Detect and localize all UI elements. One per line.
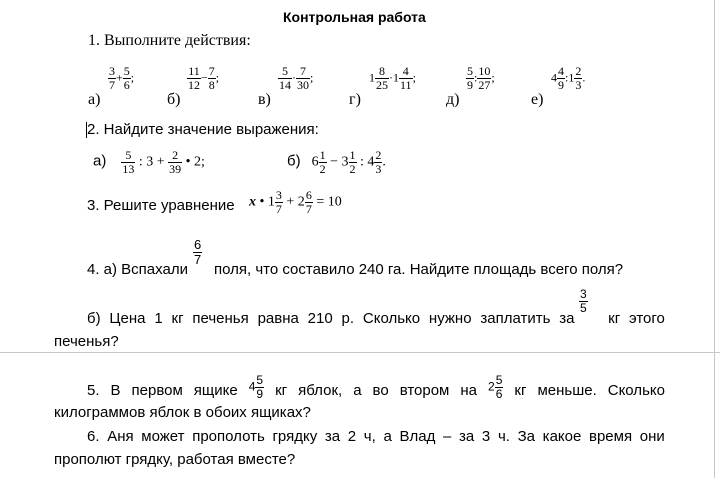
task1-fraction-numerator: 4 (399, 65, 413, 79)
task6-word: прополоть (192, 428, 265, 445)
task5-fraction-1-denominator: 9 (256, 386, 264, 401)
task6-word: 2 (347, 428, 357, 445)
page-break-line (0, 352, 720, 353)
task5-mixed-number-1 (249, 374, 264, 400)
task5-word: втором (399, 382, 450, 399)
task2-b-middle-2: : 4 (360, 154, 375, 170)
task1-item-end: ; (215, 70, 220, 85)
task1-operator: : (474, 70, 478, 85)
task1-item-label: а) (88, 91, 101, 108)
task1-fraction-denominator: 27 (478, 77, 491, 92)
task1-item-expression (466, 65, 495, 91)
task1-whole-number: 1 (568, 70, 575, 85)
task5-word: В (110, 382, 121, 399)
task2-b-whole-1: 6 (311, 154, 319, 170)
task1-item-end: ; (310, 70, 314, 85)
task4b-word: кг (608, 310, 621, 327)
task4b-word: Сколько (362, 310, 421, 327)
task5-word: кг (275, 382, 288, 399)
task5-word: на (460, 382, 478, 399)
task1-item-expression (278, 65, 313, 91)
task4b-word: нужно (428, 310, 472, 327)
task6-word: – (443, 428, 452, 445)
task1-fraction-numerator: 7 (208, 64, 215, 78)
task4b-word: 1 (154, 310, 163, 327)
task6-word: ч. (497, 428, 510, 445)
task2-a-middle: : 3 + (138, 154, 165, 170)
task4b-word: равна (257, 310, 299, 327)
task6-word: за (459, 428, 475, 445)
task6-word: время (589, 428, 633, 445)
task5-word: первом (131, 382, 183, 399)
task1-fraction-denominator: 6 (123, 77, 130, 92)
task1-fraction-denominator: 25 (376, 77, 388, 92)
task1-fraction-denominator: 9 (467, 77, 473, 92)
task1-item-label: б) (167, 91, 181, 108)
document-title: Контрольная работа (283, 9, 426, 25)
task3-equation (249, 189, 342, 215)
task4b-word: 210 (307, 310, 333, 327)
task2-b-label: б) (287, 152, 301, 170)
task1-fraction (399, 65, 413, 91)
task1-fraction (108, 65, 116, 91)
task2-part-b (287, 149, 386, 175)
task4b-word: этого (629, 310, 665, 327)
task5-fraction-1 (255, 374, 264, 400)
task5-fraction-2-numerator: 5 (495, 373, 503, 387)
task6-word: Влад (399, 428, 436, 445)
task1-fraction-numerator: 7 (296, 65, 310, 79)
task1-fraction-numerator: 8 (375, 65, 389, 79)
task2-b-fraction-2: $\frac{1}{2}$ (349, 148, 356, 176)
task1-item-label: е) (531, 91, 544, 108)
task4b-fraction: $\frac{3}{5}$ (580, 287, 587, 315)
task5-fraction-2 (495, 374, 504, 400)
task1-fraction-denominator: 8 (208, 77, 215, 92)
task1-fraction (466, 65, 474, 91)
task1-whole-number: 1 (393, 70, 399, 85)
task6-word: За (517, 428, 535, 445)
task1-operator: + (116, 70, 123, 85)
task1-fraction (208, 65, 216, 91)
task4b-word: б) (87, 310, 101, 327)
task1-item-expression (108, 65, 134, 91)
task1-fraction-denominator: 7 (109, 77, 115, 92)
task5-word: кг (514, 382, 527, 399)
task5-mixed-number-2 (488, 374, 503, 400)
task1-operator: : (565, 70, 569, 85)
task1-fraction-numerator: 4 (558, 64, 564, 78)
task2-b-fraction-1: $\frac{1}{2}$ (319, 148, 326, 176)
task1-operator: · (292, 70, 296, 85)
task1-whole-number: 1 (369, 70, 375, 85)
task1-fraction-denominator: 3 (575, 77, 582, 92)
task1-fraction-denominator: 9 (558, 77, 564, 92)
task5-word: Сколько (607, 382, 665, 399)
task1-item-end: ; (130, 70, 135, 85)
task2-heading: 2. Найдите значение выражения: (87, 121, 319, 138)
task5-word: а (353, 382, 362, 399)
task1-fraction-denominator: 30 (297, 77, 309, 92)
task2-a-label: а) (93, 152, 107, 170)
task1-fraction (375, 65, 389, 91)
task5-word: яблок, (298, 382, 343, 399)
task1-fraction-numerator: 5 (123, 64, 130, 78)
task4b-word: Цена (109, 310, 146, 327)
task6-line-1 (87, 428, 665, 445)
task4b-word: кг (171, 310, 184, 327)
task3-op-1: • 1 (259, 194, 275, 210)
task4b-word: печенья (192, 310, 249, 327)
task6-word: может (141, 428, 185, 445)
task5-fraction-2-denominator: 6 (495, 386, 503, 401)
task6-word: за (324, 428, 341, 445)
task5-line-2: килограммов яблок в обоих ящиках? (54, 404, 311, 421)
task6-line-2: прополют грядку, работая вместе? (54, 451, 296, 468)
task2-a-end: • 2; (185, 154, 205, 170)
task1-item-expression (187, 65, 219, 91)
task1-fraction-numerator: 5 (278, 65, 292, 79)
task5-word: во (372, 382, 389, 399)
task6-word: 6. (87, 428, 100, 445)
task5-whole-1: 4 (248, 379, 256, 394)
task5-fraction-1-numerator: 5 (256, 373, 264, 387)
task1-fraction (187, 65, 201, 91)
task1-fraction (123, 65, 131, 91)
task6-word: а (383, 428, 392, 445)
task1-fraction (557, 65, 565, 91)
task1-item-end: . (582, 70, 586, 85)
task1-fraction-numerator: 2 (575, 64, 582, 78)
task1-fraction (296, 65, 310, 91)
task4b-word: заплатить (480, 310, 551, 327)
task2-b-middle-1: − 3 (330, 154, 349, 170)
task2-b-end: . (382, 154, 386, 170)
task4b-word: за (559, 310, 575, 327)
task1-item-label: в) (258, 91, 271, 108)
task2-part-a (93, 149, 205, 175)
task3-fraction-2: $\frac{6}{7}$ (305, 188, 312, 216)
task1-heading: 1. Выполните действия: (88, 32, 251, 49)
task4a-fraction: $\frac{6}{7}$ (194, 237, 202, 267)
task6-word: грядку (272, 428, 318, 445)
task4b-line-2: печенья? (54, 333, 119, 350)
task4a-suffix: поля, что составило 240 га. Найдите площадь всего поля? (214, 261, 624, 278)
task1-whole-number: 4 (551, 70, 557, 85)
task6-word: какое (542, 428, 582, 445)
task1-operator: − (201, 70, 208, 85)
task2-b-fraction-3: $\frac{2}{3}$ (375, 148, 382, 176)
task1-item-expression (551, 65, 585, 91)
task1-fraction (278, 65, 292, 91)
task1-operator: · (389, 70, 393, 85)
task4b-word: р. (341, 310, 355, 327)
task1-fraction-denominator: 11 (400, 77, 412, 92)
task2-a-fraction-1: $\frac{5}{13}$ (122, 148, 135, 176)
task5-word: меньше. (537, 382, 597, 399)
task6-word: ч, (363, 428, 376, 445)
page-margin-line-right (714, 0, 715, 478)
task1-fraction-numerator: 11 (188, 64, 200, 78)
task3-rhs: = 10 (316, 194, 342, 210)
task3-op-2: + 2 (286, 194, 305, 210)
task1-item-end: ; (491, 70, 495, 85)
task1-item-end: ; (412, 70, 416, 85)
task6-word: Аня (107, 428, 134, 445)
task5-word: ящике (193, 382, 238, 399)
task3-variable: x (249, 194, 256, 210)
task5-word: 5. (87, 382, 100, 399)
task1-fraction-numerator: 10 (478, 64, 491, 78)
task1-item-label: г) (349, 91, 361, 108)
task6-word: они (639, 428, 665, 445)
task1-item-expression (369, 65, 416, 91)
task1-fraction (477, 65, 491, 91)
task1-fraction-denominator: 12 (188, 77, 200, 92)
task5-whole-2: 2 (488, 379, 495, 394)
task4a-prefix: 4. а) Вспахали (87, 261, 188, 278)
task1-fraction-numerator: 3 (109, 64, 115, 78)
task6-word: 3 (481, 428, 491, 445)
task1-fraction-denominator: 14 (279, 77, 291, 92)
task1-item-label: д) (446, 91, 460, 108)
task3-heading: 3. Решите уравнение (87, 197, 235, 214)
task3-fraction-1: $\frac{3}{7}$ (275, 188, 282, 216)
task2-a-fraction-2: $\frac{2}{39}$ (169, 148, 182, 176)
task1-fraction-numerator: 5 (467, 64, 473, 78)
